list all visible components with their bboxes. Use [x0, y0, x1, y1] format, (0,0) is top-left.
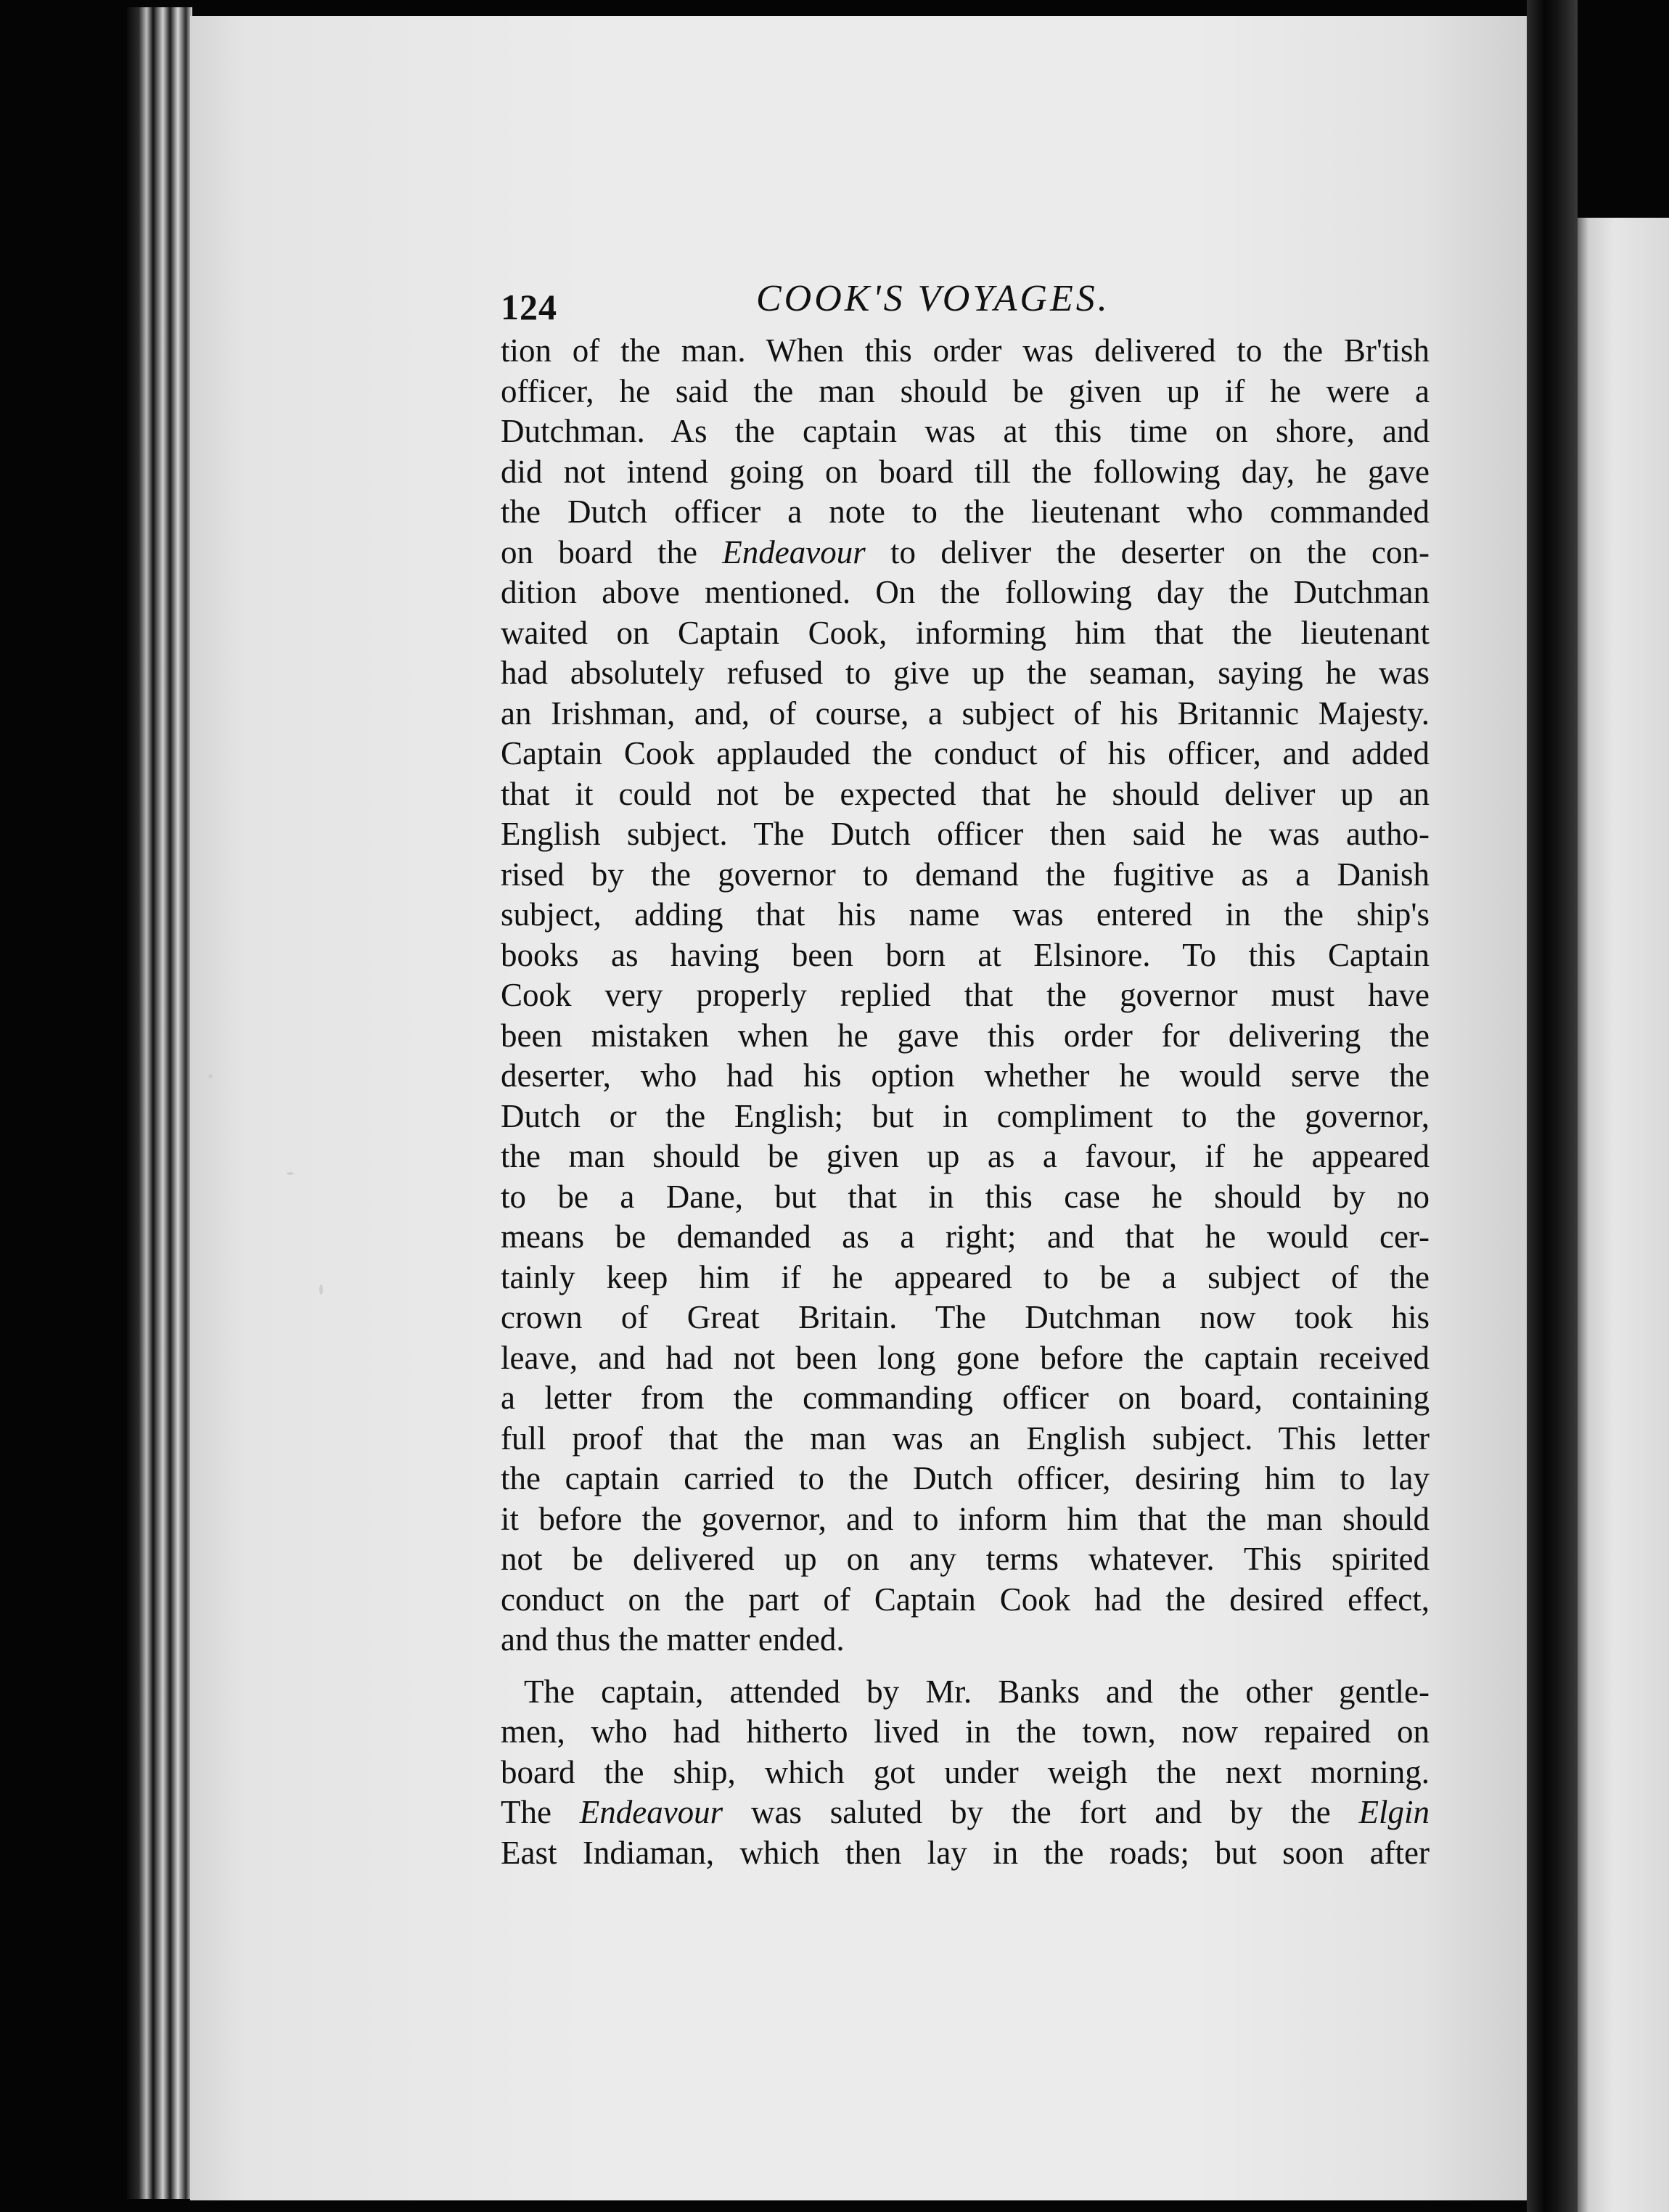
text-line: tion of the man. When this order was delivered to the Br'tish [501, 332, 1430, 369]
body-text [501, 331, 1430, 1873]
text-line: board the ship, which got under weigh the next morning. [501, 1753, 1430, 1790]
text-line: tainly keep him if he appeared to be a subject of the [501, 1258, 1430, 1295]
book-binding-edge [127, 7, 192, 2199]
ship-name-elgin: Elgin [1358, 1794, 1430, 1830]
text-line: and thus the matter ended. [501, 1621, 845, 1658]
text-line: a letter from the commanding officer on board, containing [501, 1380, 1430, 1416]
text-line: did not intend going on board till the following day, he gave [501, 453, 1430, 490]
text-line: the captain carried to the Dutch officer, desiring him to lay [501, 1460, 1430, 1496]
text-run: was saluted by the fort and by the [723, 1794, 1359, 1830]
text-line: Cook very properly replied that the governor must have [501, 977, 1430, 1013]
text-line: conduct on the part of Captain Cook had the desired effect, [501, 1581, 1430, 1618]
text-line: officer, he said the man should be given up if he were a [501, 372, 1430, 409]
text-line: men, who had hitherto lived in the town, now repaired on [501, 1713, 1430, 1750]
scan-speck [208, 1074, 213, 1078]
page-number: 124 [501, 287, 557, 327]
scan-speck [319, 1285, 323, 1295]
text-line: not be delivered up on any terms whatever. This spirited [501, 1541, 1430, 1577]
text-line: East Indiaman, which then lay in the roads; but soon after [501, 1834, 1430, 1871]
text-line: leave, and had not been long gone before the captain received [501, 1339, 1430, 1376]
text-line: had absolutely refused to give up the seaman, saying he was [501, 655, 1430, 691]
running-head [501, 270, 1430, 327]
text-line: The captain, attended by Mr. Banks and the other gentle- [524, 1673, 1430, 1710]
text-line: been mistaken when he gave this order for delivering the [501, 1017, 1430, 1054]
text-line: to be a Dane, but that in this case he should by no [501, 1178, 1430, 1215]
text-line: means be demanded as a right; and that he would cer- [501, 1218, 1430, 1255]
facing-page-edge [1578, 218, 1669, 2212]
text-line: that it could not be expected that he should deliver up an [501, 775, 1430, 812]
text-line: crown of Great Britain. The Dutchman now took his [501, 1299, 1430, 1335]
ship-name-endeavour: Endeavour [579, 1794, 723, 1830]
text-run: on board the [501, 533, 723, 570]
text-line: Dutch or the English; but in compliment to the governor, [501, 1097, 1430, 1134]
ship-name-endeavour: Endeavour [722, 533, 866, 570]
text-line [501, 533, 1430, 573]
text-run: The [501, 1794, 580, 1830]
text-run: to deliver the deserter on the con- [865, 533, 1430, 570]
right-gutter-shadow [1527, 0, 1578, 2212]
text-line: English subject. The Dutch officer then said he was autho- [501, 816, 1430, 852]
text-line: the man should be given up as a favour, if he appeared [501, 1138, 1430, 1174]
text-line: full proof that the man was an English subject. This letter [501, 1420, 1430, 1457]
text-line: it before the governor, and to inform him that the man should [501, 1500, 1430, 1537]
text-line: waited on Captain Cook, informing him that the lieutenant [501, 614, 1430, 651]
running-title: COOK'S VOYAGES. [756, 278, 1110, 319]
text-line: rised by the governor to demand the fugitive as a Danish [501, 856, 1430, 893]
text-line: dition above mentioned. On the following day the Dutchman [501, 574, 1430, 610]
text-line: deserter, who had his option whether he would serve the [501, 1057, 1430, 1094]
text-line: Dutchman. As the captain was at this time on shore, and [501, 413, 1430, 449]
text-line: books as having been born at Elsinore. To this Captain [501, 936, 1430, 973]
scan-speck [287, 1172, 294, 1175]
text-line: Captain Cook applauded the conduct of his officer, and added [501, 735, 1430, 771]
page-text-block [501, 270, 1430, 1873]
text-line: an Irishman, and, of course, a subject of his Britannic Majesty. [501, 695, 1430, 732]
text-line: the Dutch officer a note to the lieutenant who commanded [501, 493, 1430, 530]
text-line [501, 1793, 1430, 1833]
text-line: subject, adding that his name was entered in the ship's [501, 896, 1430, 933]
